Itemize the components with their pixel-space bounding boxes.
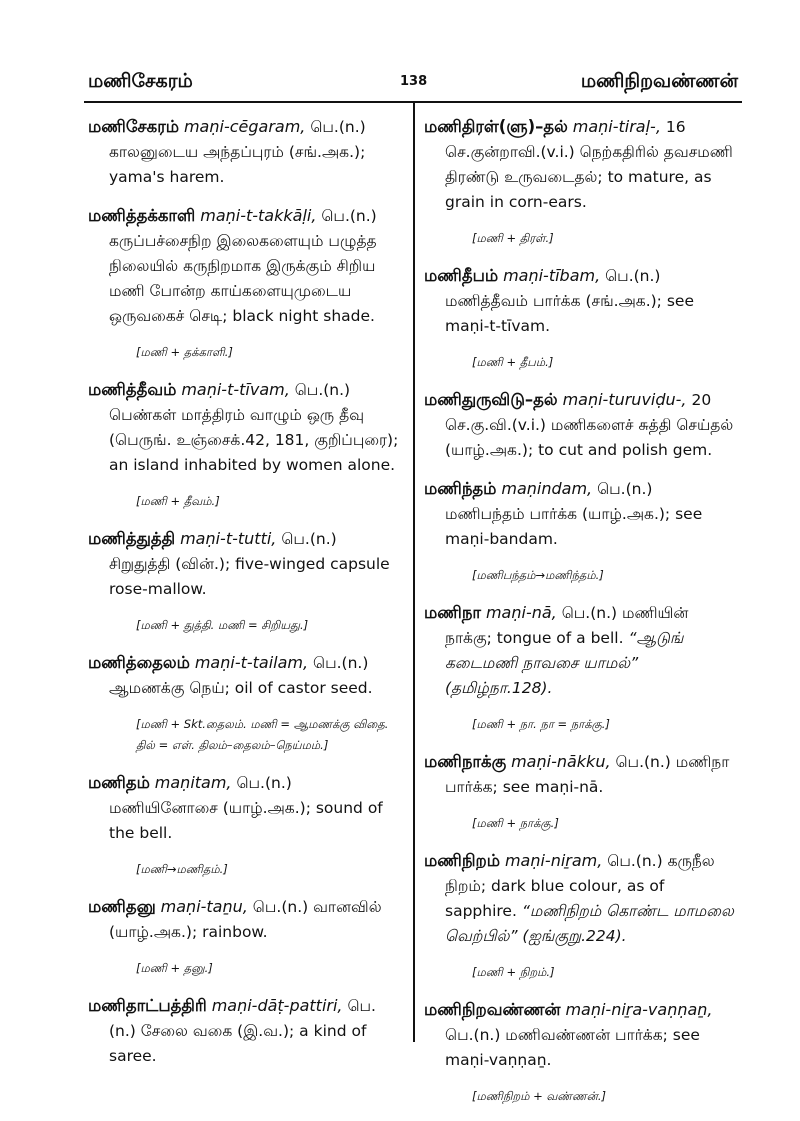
dictionary-entry: [88, 526, 400, 602]
entry-headword: மணிதாட்பத்திரி: [88, 996, 207, 1015]
entry-definition: பெ.(n.) கருநீல நிறம்; dark blue colour, as of sapphire.: [445, 852, 715, 920]
header-left-guide-word: மணிசேகரம்: [88, 70, 193, 92]
dictionary-entry: [88, 203, 400, 329]
entry-headword: மணித்தக்காளி: [88, 206, 196, 225]
entry-etymology: [மணி + துத்தி. மணி = சிறியது.]: [136, 618, 309, 632]
entry-definition: பெ.(n.) வானவில் (யாழ்.அக.); rainbow.: [109, 898, 382, 941]
entry-headword: மணிநா: [424, 603, 482, 622]
entry-headword: மணிதீபம்: [424, 266, 499, 285]
entry-etymology: [மணிபந்தம்→மணிந்தம்.]: [472, 568, 604, 582]
dictionary-entry: [424, 997, 734, 1073]
entry-transliteration: maṇi-dāṭ-pattiri,: [211, 996, 343, 1015]
dictionary-entry: [88, 650, 400, 701]
header-right-guide-word: மணிநிறவண்ணன்: [580, 70, 738, 92]
entry-transliteration: maṇi-taṉu,: [160, 897, 248, 916]
dictionary-entry: [424, 114, 734, 215]
dictionary-entry: [88, 770, 400, 846]
entry-etymology: [மணி + தீபம்.]: [472, 355, 554, 369]
entry-headword: மணிநிறம்: [424, 851, 500, 870]
entry-transliteration: maṇi-tībam,: [503, 266, 601, 285]
dictionary-entry: [88, 377, 400, 478]
entry-headword: மணித்தீவம்: [88, 380, 177, 399]
entry-transliteration: maṇi-cēgaram,: [183, 117, 306, 136]
entry-definition: பெ.(n.) மணித்தீவம் பார்க்க (சங்.அக.); see maṇi-t-tīvam.: [445, 267, 694, 335]
entry-quotation: “மணிநிறம் கொண்ட மாமலை வெற்பில்” (ஐங்குறு.224).: [445, 902, 734, 945]
entry-definition: பெ.(n.) காலனுடைய அந்தப்புரம் (சங்.அக.); yama's harem.: [109, 118, 366, 186]
column-divider: [413, 102, 415, 1042]
entry-headword: மணிதிரள்(ளு)–தல்: [424, 117, 568, 136]
entry-definition: பெ.(n.) மணிவண்ணன் பார்க்க; see maṇi-vaṇṇaṉ.: [445, 1026, 700, 1069]
entry-etymology: [மணி + நா. நா = நாக்கு.]: [472, 717, 610, 731]
entry-etymology: [மணி + தக்காளி.]: [136, 345, 233, 359]
entry-definition: பெ.(n.) சேலை வகை (இ.வ.); a kind of saree.: [109, 997, 376, 1065]
entry-transliteration: maṇi-t-takkāḷi,: [200, 206, 317, 225]
entry-etymology: [மணி + Skt.தைலம். மணி = ஆமணக்கு விதை. தில் = எள். திலம்–தைலம்–நெய்மம்.]: [136, 717, 389, 752]
entry-headword: மணிசேகரம்: [88, 117, 180, 136]
left-column: [88, 114, 400, 1082]
entry-etymology: [மணி + தீவம்.]: [136, 494, 220, 508]
entry-transliteration: maṇitam,: [154, 773, 232, 792]
entry-transliteration: maṇindam,: [501, 479, 593, 498]
entry-transliteration: maṇi-nā,: [485, 603, 557, 622]
entry-definition: 16 செ.குன்றாவி.(v.i.) நெற்கதிரில் தவசமணி திரண்டு உருவடைதல்; to mature, as grain in corn-ears.: [445, 118, 733, 211]
entry-definition: பெ.(n.) ஆமணக்கு நெய்; oil of castor seed.: [109, 654, 373, 697]
entry-transliteration: maṇi-t-tīvam,: [181, 380, 290, 399]
dictionary-entry: [424, 387, 734, 463]
entry-definition: பெ.(n.) மணியின் நாக்கு; tongue of a bell.: [445, 604, 689, 647]
entry-transliteration: maṇi-niṟa-vaṇṇaṉ,: [565, 1000, 713, 1019]
entry-quotation: “ஆடுங் கடைமணி நாவசை யாமல்” (தமிழ்நா.128).: [445, 629, 684, 697]
entry-definition: பெ.(n.) மணிபந்தம் பார்க்க (யாழ்.அக.); see maṇi-bandam.: [445, 480, 703, 548]
dictionary-entry: [424, 749, 734, 800]
entry-transliteration: maṇi-turuviḍu-,: [562, 390, 687, 409]
entry-etymology: [மணி + திரள்.]: [472, 231, 554, 245]
entry-definition: பெ.(n.) மணியினோசை (யாழ்.அக.); sound of the bell.: [109, 774, 383, 842]
entry-transliteration: maṇi-t-tutti,: [180, 529, 277, 548]
dictionary-entry: [424, 848, 734, 949]
entry-definition: பெ.(n.) பெண்கள் மாத்திரம் வாழும் ஒரு தீவு (பெருங். உஞ்சைக்.42, 181, குறிப்புரை); an island inhabited by women alone.: [109, 381, 399, 474]
entry-headword: மணிநாக்கு: [424, 752, 507, 771]
entry-definition: பெ.(n.) கருப்பச்சைநிற இலைகளையும் பழுத்த நிலையில் கருநிறமாக இருக்கும் சிறிய மணி போன்ற காய்களையுமுடைய ஒருவகைச் செடி; black night shade.: [109, 207, 377, 325]
entry-transliteration: maṇi-nākku,: [511, 752, 611, 771]
entry-etymology: [மணி + நிறம்.]: [472, 965, 555, 979]
entry-definition: 20 செ.கு.வி.(v.i.) மணிகளைச் சுத்தி செய்தல் (யாழ்.அக.); to cut and polish gem.: [445, 391, 734, 459]
entry-etymology: [மணி + தனு.]: [136, 961, 213, 975]
entry-transliteration: maṇi-tiraḷ-,: [572, 117, 661, 136]
entry-definition: பெ.(n.) மணிநா பார்க்க; see maṇi-nā.: [445, 753, 730, 796]
entry-headword: மணிதம்: [88, 773, 150, 792]
entry-transliteration: maṇi-niṟam,: [504, 851, 603, 870]
right-column: [424, 114, 734, 1121]
entry-definition: பெ.(n.) சிறுதுத்தி (வின்.); five-winged capsule rose-mallow.: [109, 530, 390, 598]
dictionary-entry: [88, 993, 400, 1069]
entry-headword: மணித்துத்தி: [88, 529, 176, 548]
dictionary-entry: [424, 263, 734, 339]
dictionary-entry: [88, 894, 400, 945]
dictionary-entry: [424, 600, 734, 701]
entry-etymology: [மணிநிறம் + வண்ணன்.]: [472, 1089, 606, 1103]
entry-headword: மணிதனு: [88, 897, 156, 916]
dictionary-entry: [424, 476, 734, 552]
entry-headword: மணிந்தம்: [424, 479, 497, 498]
entry-etymology: [மணி + நாக்கு.]: [472, 816, 559, 830]
entry-headword: மணிநிறவண்ணன்: [424, 1000, 561, 1019]
dictionary-entry: [88, 114, 400, 190]
page-header: [88, 62, 738, 102]
entry-etymology: [மணி→மணிதம்.]: [136, 862, 228, 876]
page-number: 138: [400, 74, 428, 89]
entry-headword: மணிதுருவிடு–தல்: [424, 390, 558, 409]
entry-headword: மணித்தைலம்: [88, 653, 190, 672]
entry-transliteration: maṇi-t-tailam,: [194, 653, 309, 672]
